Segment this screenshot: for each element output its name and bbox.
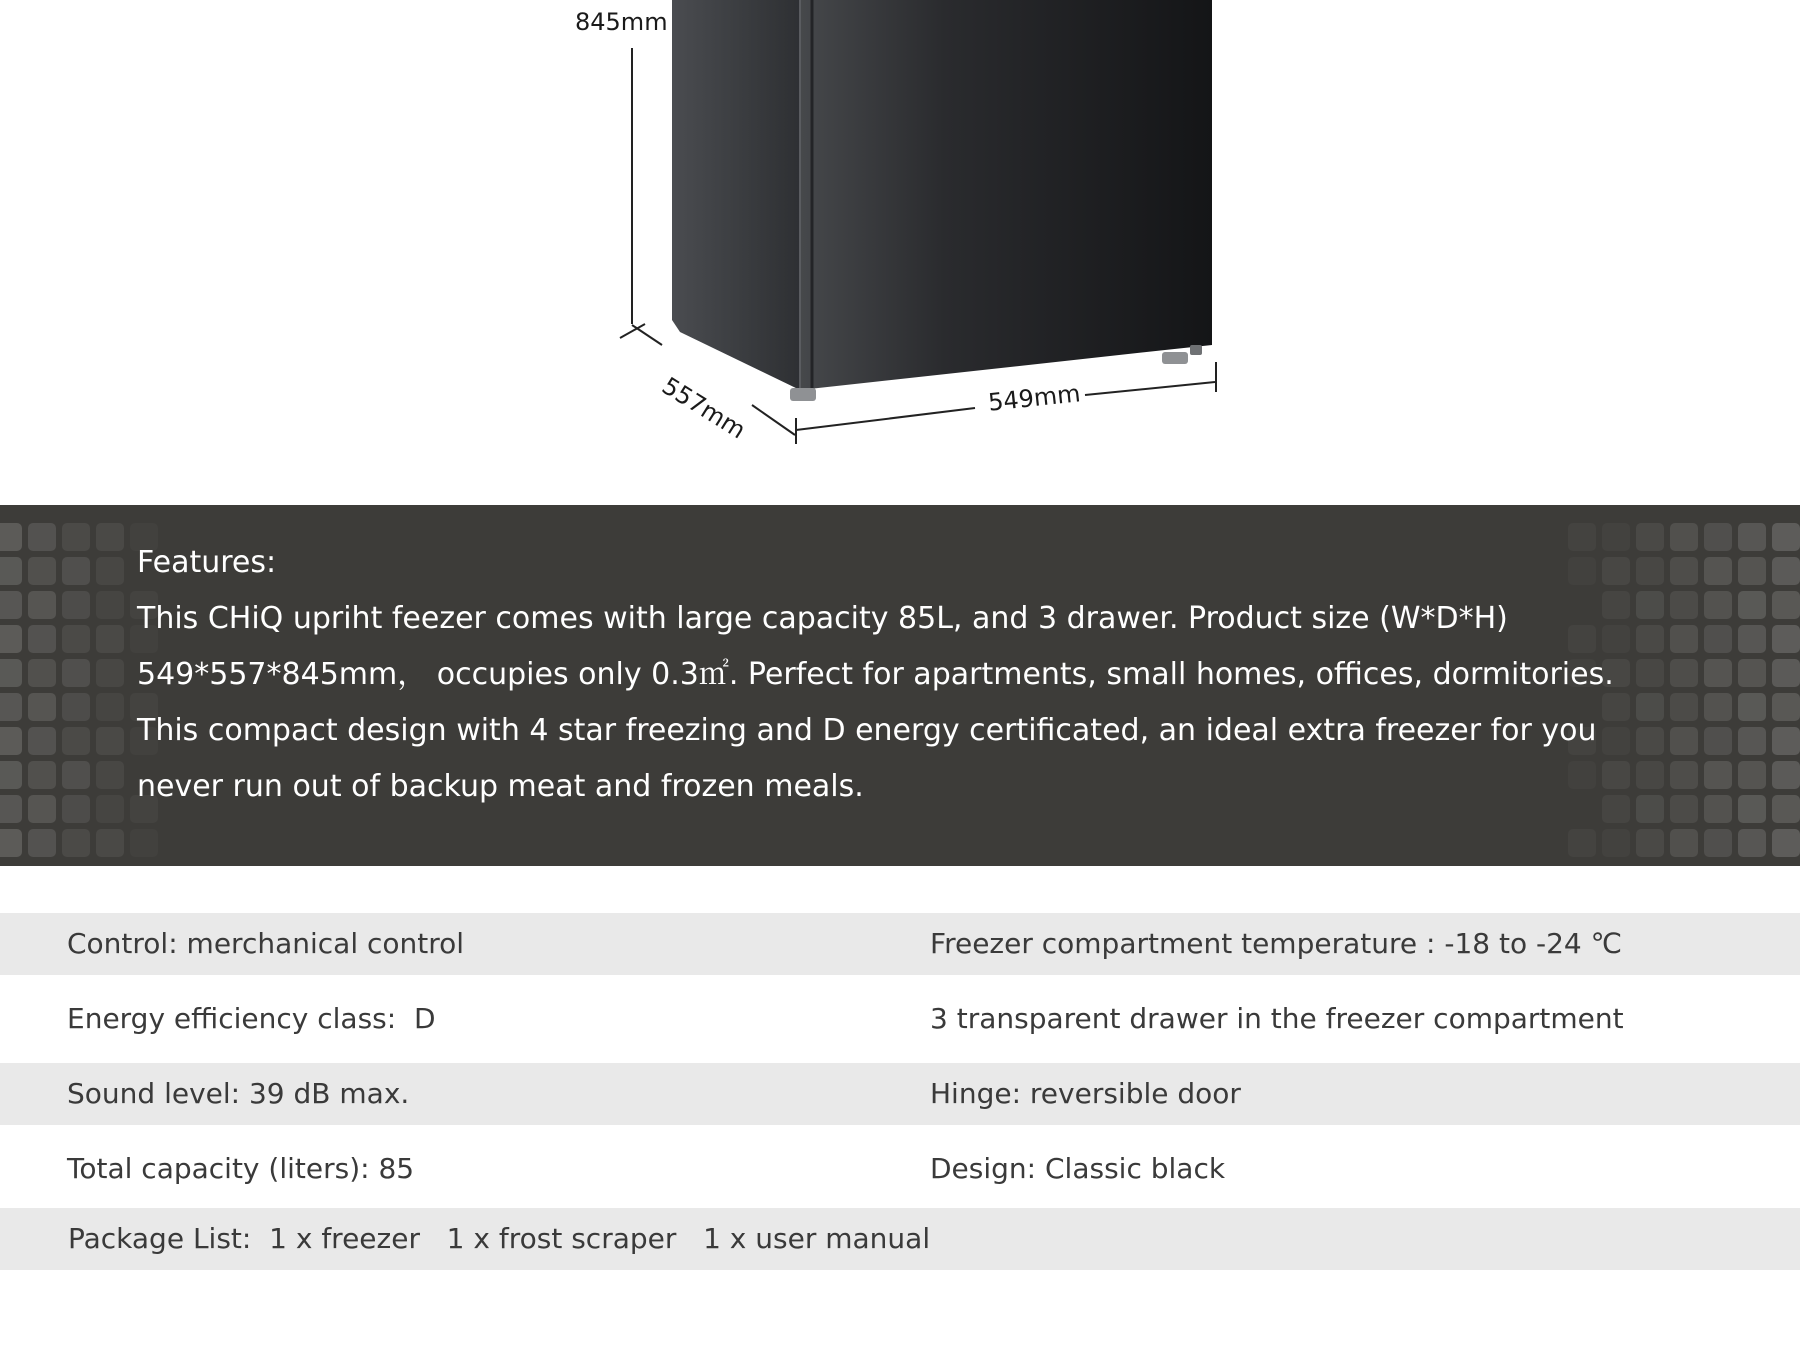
- spec-package-list: Package List: 1 x freezer 1 x frost scraper 1 x user manual: [68, 1222, 931, 1255]
- spec-row: [0, 988, 1800, 1050]
- decorative-tile: [1704, 523, 1732, 551]
- spec-design: Design: Classic black: [930, 1152, 1226, 1185]
- decorative-tile: [1738, 625, 1766, 653]
- features-line-2: 549*557*845mm， occupies only 0.3㎡. Perfect for apartments, small homes, offices, dormitories.: [137, 657, 1614, 692]
- decorative-tile: [28, 727, 56, 755]
- spec-row: [0, 1138, 1800, 1200]
- product-figure: [0, 0, 1800, 460]
- freezer-side-panel: [672, 0, 800, 390]
- decorative-tile: [1772, 591, 1800, 619]
- decorative-tile: [1772, 727, 1800, 755]
- decorative-tile: [1772, 829, 1800, 857]
- freezer-illustration: [0, 0, 1800, 460]
- decorative-tile: [1704, 659, 1732, 687]
- features-line-3: This compact design with 4 star freezing and D energy certificated, an ideal extra freezer for you: [137, 713, 1597, 748]
- decorative-tile: [1704, 693, 1732, 721]
- decorative-tile: [28, 557, 56, 585]
- decorative-tile: [0, 795, 22, 823]
- decorative-tile: [1738, 761, 1766, 789]
- decorative-tile: [1738, 591, 1766, 619]
- decorative-tile: [62, 727, 90, 755]
- decorative-tile: [1738, 523, 1766, 551]
- decorative-tile: [1772, 659, 1800, 687]
- decorative-tile: [1704, 591, 1732, 619]
- decorative-tile: [28, 625, 56, 653]
- decorative-tile: [0, 727, 22, 755]
- rear-right-foot: [1190, 345, 1202, 355]
- decorative-tile: [28, 659, 56, 687]
- height-dimension-label: 845mm: [575, 8, 668, 36]
- front-right-foot: [1162, 352, 1188, 364]
- decorative-tile: [0, 829, 22, 857]
- decorative-tile: [28, 795, 56, 823]
- depth-dimension-line: [632, 325, 662, 345]
- decorative-tile: [1772, 557, 1800, 585]
- decorative-tile: [28, 829, 56, 857]
- decorative-tile: [1704, 727, 1732, 755]
- decorative-tile: [96, 795, 124, 823]
- decorative-tile: [28, 523, 56, 551]
- features-band: [0, 505, 1800, 866]
- features-heading: Features:: [137, 545, 277, 580]
- decorative-tile: [1772, 761, 1800, 789]
- decorative-tile: [0, 761, 22, 789]
- decorative-tile: [0, 523, 22, 551]
- spec-row: [0, 913, 1800, 975]
- decorative-tile: [1704, 829, 1732, 857]
- spec-row: [0, 1063, 1800, 1125]
- decorative-tile: [62, 625, 90, 653]
- decorative-tile: [1738, 659, 1766, 687]
- front-left-foot: [790, 388, 816, 401]
- decorative-tile: [1738, 727, 1766, 755]
- decorative-tile: [1704, 795, 1732, 823]
- decorative-tile: [62, 523, 90, 551]
- decorative-tile: [1738, 795, 1766, 823]
- spec-energy-class: Energy efficiency class: D: [67, 1002, 436, 1035]
- spec-control: Control: merchanical control: [67, 927, 465, 960]
- decorative-tile: [62, 693, 90, 721]
- decorative-tile: [28, 591, 56, 619]
- decorative-tile: [96, 829, 124, 857]
- decorative-tile: [0, 591, 22, 619]
- decorative-tile: [96, 761, 124, 789]
- spec-total-capacity: Total capacity (liters): 85: [67, 1152, 415, 1185]
- spec-hinge: Hinge: reversible door: [930, 1077, 1241, 1110]
- decorative-tile: [0, 625, 22, 653]
- features-text: [137, 535, 1697, 815]
- spec-sound-level: Sound level: 39 dB max.: [67, 1077, 410, 1110]
- decorative-tile: [96, 523, 124, 551]
- decorative-tile: [1738, 693, 1766, 721]
- decorative-tile: [62, 557, 90, 585]
- spec-row: [0, 1208, 1800, 1270]
- spec-drawers: 3 transparent drawer in the freezer compartment: [930, 1002, 1624, 1035]
- decorative-tile: [1772, 523, 1800, 551]
- spec-freezer-temperature: Freezer compartment temperature : -18 to -24 ℃: [930, 927, 1623, 960]
- decorative-tile: [1772, 795, 1800, 823]
- width-dimension-label: 549mm: [984, 379, 1085, 417]
- decorative-tile: [28, 761, 56, 789]
- decorative-tile: [1738, 829, 1766, 857]
- decorative-tile: [62, 591, 90, 619]
- decorative-tile: [96, 625, 124, 653]
- decorative-tile: [96, 693, 124, 721]
- decorative-tile: [0, 659, 22, 687]
- decorative-tile: [1704, 625, 1732, 653]
- decorative-tile: [130, 829, 158, 857]
- features-line-4: never run out of backup meat and frozen meals.: [137, 769, 864, 804]
- decorative-tile: [62, 795, 90, 823]
- decorative-tile: [1602, 829, 1630, 857]
- decorative-tile: [96, 727, 124, 755]
- decorative-tile: [96, 557, 124, 585]
- decorative-tile: [0, 693, 22, 721]
- decorative-tile: [1568, 829, 1596, 857]
- decorative-tile: [1772, 693, 1800, 721]
- decorative-tile: [96, 659, 124, 687]
- decorative-tile: [1738, 557, 1766, 585]
- freezer-door: [800, 0, 1212, 390]
- decorative-tile: [28, 693, 56, 721]
- decorative-tile: [62, 761, 90, 789]
- decorative-tile: [1704, 761, 1732, 789]
- width-dimension-line: [796, 408, 975, 430]
- decorative-tile: [1704, 557, 1732, 585]
- decorative-tile: [1772, 625, 1800, 653]
- depth-dimension-label: 557mm: [655, 370, 753, 446]
- decorative-tile: [62, 829, 90, 857]
- decorative-tile: [1670, 829, 1698, 857]
- decorative-tile: [0, 557, 22, 585]
- decorative-tile: [96, 591, 124, 619]
- decorative-tile: [62, 659, 90, 687]
- features-line-1: This CHiQ upriht feezer comes with large capacity 85L, and 3 drawer. Product size (W*D*H): [137, 601, 1508, 636]
- decorative-tile: [1636, 829, 1664, 857]
